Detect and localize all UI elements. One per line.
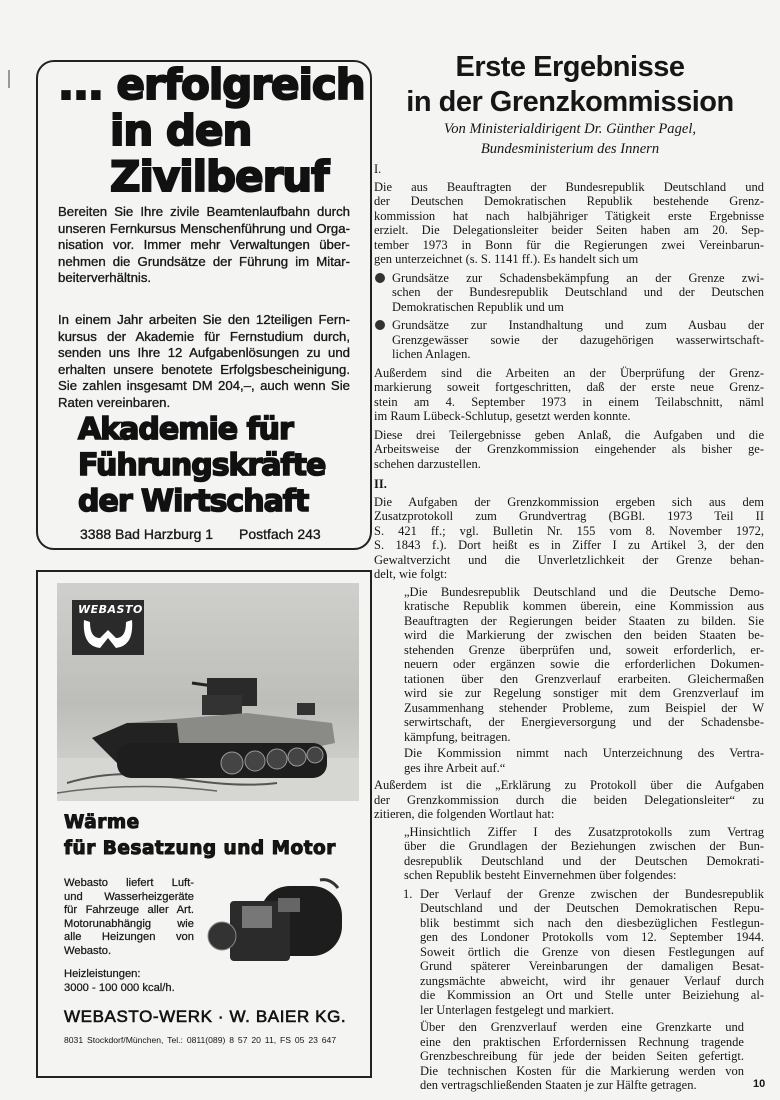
text-line: und Wasserheizgeräte xyxy=(64,890,194,903)
text-line: für Fahrzeuge aller Art. xyxy=(64,904,194,917)
webasto-heat-output xyxy=(64,968,175,995)
webasto-logo-text: WEBASTO xyxy=(78,603,143,616)
akademie-paragraph-2 xyxy=(58,312,350,412)
bullet-icon xyxy=(375,273,385,283)
text-line: Motorunabhängig wie xyxy=(64,917,194,930)
akademie-brand xyxy=(78,412,325,520)
text-line: erzielt. Die Delegationsleiter beider Seiten haben am 20. Sep- xyxy=(374,223,764,237)
text-line: desrepublik Deutschland und der Deutschen Demokrati- xyxy=(404,853,764,868)
text-line: Webasto liefert Luft- xyxy=(64,877,194,889)
text-line: Soweit örtlich die Grenze von diesen Festlegungen auf xyxy=(420,944,764,959)
webasto-body xyxy=(64,877,194,959)
text-line: Außerdem ist die „Erklärung zu Protokoll über die Aufgaben xyxy=(374,778,764,792)
text-line: nisation vor. Immer mehr Verwaltungen über- xyxy=(58,237,350,253)
text-line: Über den Grenzverlauf werden eine Grenzkarte und xyxy=(420,1020,744,1034)
text-line: in den xyxy=(110,106,252,155)
webasto-w-icon xyxy=(82,616,134,652)
text-line: Akademie für xyxy=(78,412,293,447)
text-line: stein am 4. September 1973 in einem Teilabschnitt, näml xyxy=(374,394,764,409)
text-line: nehmen die Grundsätze der Führung im Mitar- xyxy=(58,253,350,269)
text-line: Grenzgewässer sowie der dazugehörigen wasserwirtschaft- xyxy=(392,332,764,347)
text-line: der Deutschen Demokratischen Republik bestehende Grenz- xyxy=(374,194,764,208)
text-line: eine den praktischen Erfordernissen Rechnung tragende xyxy=(420,1034,744,1049)
text-line: Sie zahlen insgesamt DM 204,–, auch wenn Sie xyxy=(58,378,350,394)
paragraph xyxy=(374,778,764,822)
text-line: kämpfung, beitragen. xyxy=(404,729,511,744)
page-number: 10 xyxy=(753,1078,766,1090)
text-line: lichen Anlagen. xyxy=(392,347,471,361)
text-line: der Grenzkommission durch die beiden Delegationsleiter“ zu xyxy=(374,792,764,807)
bullet-item xyxy=(392,271,764,315)
text-line: Die technischen Kosten für die Markierung werden von xyxy=(420,1063,744,1078)
text-line: ges ihre Arbeit auf.“ xyxy=(404,760,506,775)
text-line: alle Heizungen von xyxy=(64,931,194,944)
text-line: die Kommission an Ort und Stelle unter Beiziehung al- xyxy=(420,988,764,1002)
address-city: 3388 Bad Harzburg 1 xyxy=(80,526,214,542)
text-line: Zivilberuf xyxy=(110,152,329,201)
text-line: Die Aufgaben der Grenzkommission ergeben sich aus dem xyxy=(374,494,764,509)
text-line: Die aus Beauftragten der Bundesrepublik Deutschland und xyxy=(374,179,764,194)
text-line: kommission hat nach halbjähriger Tätigkeit erste Ergebnisse xyxy=(374,208,764,223)
text-line: Arbeitsweise der Grenzkommission eingehender als bisher ge- xyxy=(374,442,764,456)
text-line: Außerdem sind die Arbeiten an der Überprüfung der Grenz- xyxy=(374,365,764,380)
numbered-item-continued xyxy=(420,1020,744,1093)
text-line: der Wirtschaft xyxy=(78,484,309,519)
paragraph xyxy=(374,180,764,267)
text-line: Diese drei Teilergebnisse geben Anlaß, die Aufgaben und die xyxy=(374,427,764,442)
webasto-logo xyxy=(72,600,144,655)
text-line: ler Unterlagen festgelegt und markiert. xyxy=(420,1002,615,1017)
text-line: in der Grenzkommission xyxy=(406,86,734,118)
text-line: Gewaltverzicht und die Unverletzlichkeit der Grenze behan- xyxy=(374,552,764,567)
article-byline xyxy=(372,119,768,159)
text-line: gen unterzeichnet (s. S. 1141 ff.). Es handelt sich um xyxy=(374,252,639,266)
quote xyxy=(404,825,764,883)
text-line: „Hinsichtlich Ziffer I des Zusatzprotokolls zum Vertrag xyxy=(404,824,764,839)
text-line: im Raum Lübeck-Schlutup, gesetzt werden konnte. xyxy=(374,409,631,423)
text-line: gen des Londoner Protokolls vom 12. September 1944. xyxy=(420,930,764,944)
text-line: schen Republik besteht Einvernehmen über folgendes: xyxy=(404,868,677,882)
text-line: Beauftragten der Regierungen beider Staaten zu bilden. Sie xyxy=(404,613,764,628)
text-line: S. 1843 f.). Dort heißt es in Ziffer I zu Artikel 3, der den xyxy=(374,538,764,552)
text-line: Die Kommission nimmt nach Unterzeichnung des Vertra- xyxy=(404,746,764,760)
text-line: erhalten unsere benotete Erfolgsbescheinigung. xyxy=(58,361,350,377)
text-line: delt, wie folgt: xyxy=(374,567,448,581)
text-line: Bundesministerium des Innern xyxy=(480,141,660,157)
text-line: Bereiten Sie Ihre zivile Beamtenlaufbahn durch xyxy=(58,204,350,219)
text-line: stehenden Grenze überprüfen und, soweit erforderlich, er- xyxy=(404,642,764,657)
text-line: Deutschland und der Deutschen Demokratischen Repu- xyxy=(420,901,764,915)
text-line: Erste Ergebnisse xyxy=(455,51,685,83)
text-line: ... erfolgreich xyxy=(58,60,365,109)
text-line: neuern oder ergänzen sowie die erforderlichen Dokumen- xyxy=(404,657,764,671)
text-line: Grundsätze zur Schadensbekämpfung an der Grenze zwi- xyxy=(392,270,764,285)
text-line: schen der Bundesrepublik Deutschland und der Deutschen xyxy=(392,285,764,299)
text-line: wird die Markierung der zwischen den beiden Staaten be- xyxy=(404,628,764,642)
article-title xyxy=(372,50,768,120)
text-line: Führungskräfte xyxy=(78,448,326,483)
text-line: Zusatzprotokoll zum Grundvertrag (BGBl. 1973 Teil II xyxy=(374,509,764,523)
bullet-item xyxy=(392,318,764,362)
text-line: blik bestimmt sich nach den diesbezüglichen Festlegun- xyxy=(420,915,764,930)
text-line: „Die Bundesrepublik Deutschland und die Deutsche Demo- xyxy=(404,584,764,599)
paragraph xyxy=(374,366,764,424)
text-line: Raten vereinbaren. xyxy=(58,394,171,410)
paragraph xyxy=(374,495,764,582)
akademie-paragraph-1 xyxy=(58,204,350,287)
numbered-item xyxy=(403,886,764,1018)
text-line: schehen darzustellen. xyxy=(374,456,481,471)
bullet-icon xyxy=(375,320,385,330)
text-line: senden uns Ihre 12 Aufgabenlösungen zu und xyxy=(58,345,350,361)
text-line: den vertragschließenden Staaten je zur Hälfte getragen. xyxy=(420,1078,697,1092)
text-line: Grenzbeschreibung für jede der beiden Seiten gefertigt. xyxy=(420,1049,744,1063)
webasto-company: WEBASTO-WERK · W. BAIER KG. xyxy=(64,1007,347,1026)
text-line: kursus der Akademie für Fernstudium durch, xyxy=(58,328,350,344)
text-line: 3000 - 100 000 kcal/h. xyxy=(64,981,175,994)
text-line: Heizleistungen: xyxy=(64,968,141,980)
text-line: unseren Fernkursus Menschenführung und Orga- xyxy=(58,220,350,236)
text-line: zungsmächte abweicht, wird ihr genauer Verlauf durch xyxy=(420,973,764,988)
text-line: tember 1973 in Bonn für die Regierungen zwei Vereinbarun- xyxy=(374,237,764,252)
text-line: über die Grundlagen der Beziehungen zwischen der Bun- xyxy=(404,839,764,853)
akademie-address xyxy=(80,526,343,543)
text-line: In einem Jahr arbeiten Sie den 12teiligen Fern- xyxy=(58,312,350,327)
text-line: Demokratischen Republik und um xyxy=(392,299,564,314)
text-line: Der Verlauf der Grenze zwischen der Bundesrepublik xyxy=(420,886,764,901)
section-1-heading: I. xyxy=(374,162,382,176)
article-body xyxy=(374,162,764,1097)
paragraph xyxy=(374,428,764,472)
text-line: tationen über den Grenzverlauf erarbeiten. Gleichermaßen xyxy=(404,671,764,686)
quote xyxy=(404,585,764,745)
text-line: kratische Republik kommen überein, eine Kommission aus xyxy=(404,599,764,613)
section-2-heading: II. xyxy=(374,477,387,491)
webasto-headline-1: Wärme xyxy=(64,812,140,833)
address-postfach: Postfach 243 xyxy=(238,526,321,542)
text-line: wird sie zur Regelung sonstiger mit dem Grenzverlauf im xyxy=(404,686,764,700)
text-line: Webasto. xyxy=(64,944,112,957)
text-line: Von Ministerialdirigent Dr. Günther Pagel, xyxy=(443,121,697,137)
text-line: beiterverhältnis. xyxy=(58,270,152,286)
akademie-headline xyxy=(58,62,365,200)
text-line: markierung soweit fortgeschritten, daß der erste neue Grenz- xyxy=(374,380,764,394)
text-line: Grundsätze zur Instandhaltung und zum Ausbau der xyxy=(392,318,764,332)
text-line: S. 421 ff.; vgl. Bulletin Nr. 155 vom 8. November 1972, xyxy=(374,523,764,538)
scan-mark xyxy=(8,70,10,88)
webasto-contact: 8031 Stockdorf/München, Tel.: 0811(089) 8 57 20 11, FS 05 23 647 xyxy=(64,1035,337,1045)
text-line: Grund späterer Vereinbarungen der damaligen Besat- xyxy=(420,959,764,973)
heater-device-image xyxy=(200,876,348,976)
quote xyxy=(404,746,764,775)
text-line: serwirtschaft, der Energieversorgung und der Schadensbe- xyxy=(404,715,764,729)
text-line: zitieren, die folgenden Wortlaut hat: xyxy=(374,807,555,821)
item-number: 1. xyxy=(403,886,413,901)
webasto-headline-2: für Besatzung und Motor xyxy=(64,838,336,859)
text-line: Zusammenhang stehender Probleme, zum Beispiel der W xyxy=(404,700,764,715)
